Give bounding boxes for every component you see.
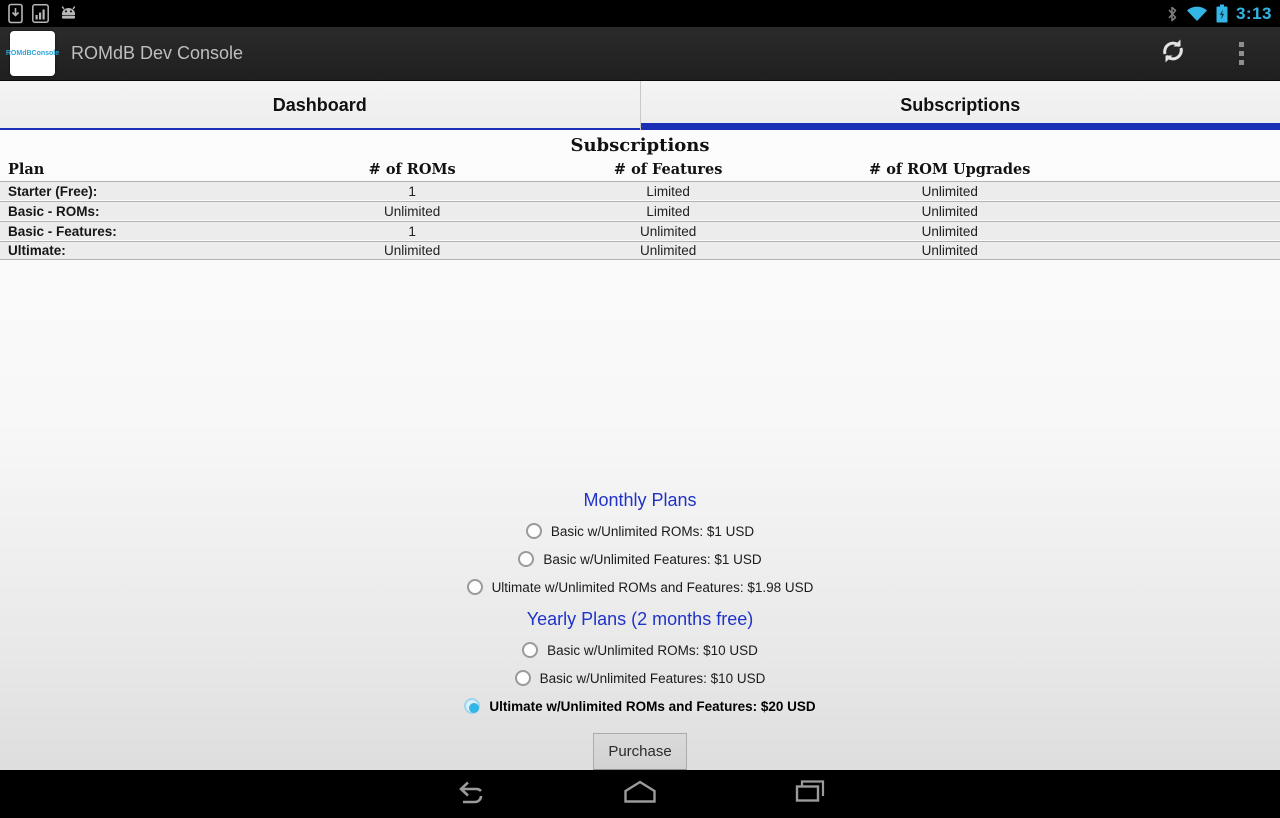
plan-features: Limited [568, 184, 768, 199]
recents-button[interactable] [725, 770, 895, 818]
radio-button-icon [522, 642, 538, 658]
col-header-roms: # of ROMs [256, 161, 568, 178]
col-header-upgrades: # of ROM Upgrades [768, 161, 1132, 178]
radio-button-icon [464, 698, 480, 714]
radio-yearly-ultimate[interactable] [464, 692, 815, 720]
refresh-icon [1158, 36, 1188, 71]
tab-bar [0, 81, 1280, 130]
plan-features: Limited [568, 204, 768, 219]
back-button[interactable] [385, 770, 555, 818]
android-robot-icon [58, 5, 79, 22]
tab-dashboard[interactable] [0, 81, 640, 130]
wifi-icon [1186, 5, 1208, 22]
plan-selection [0, 490, 1280, 770]
plan-features: Unlimited [568, 224, 768, 239]
battery-charging-icon [1216, 4, 1228, 23]
radio-monthly-ultimate[interactable] [467, 573, 814, 601]
radio-button-icon [518, 551, 534, 567]
status-notification-icons [8, 4, 79, 23]
status-clock: 3:13 [1236, 4, 1272, 24]
radio-button-icon [515, 670, 531, 686]
radio-label: Basic w/Unlimited ROMs: $10 USD [547, 643, 758, 658]
navigation-bar [0, 770, 1280, 818]
radio-button-icon [526, 523, 542, 539]
app-launcher-icon [10, 31, 55, 76]
table-row [0, 181, 1280, 200]
radio-monthly-basic-features[interactable] [518, 545, 761, 573]
plan-upgrades: Unlimited [768, 243, 1132, 258]
radio-label: Ultimate w/Unlimited ROMs and Features: $20 USD [489, 699, 815, 714]
bluetooth-icon [1166, 5, 1178, 23]
radio-yearly-basic-roms[interactable] [522, 636, 758, 664]
refresh-button[interactable] [1152, 33, 1194, 75]
plan-roms: 1 [256, 184, 568, 199]
yearly-plans-heading: Yearly Plans (2 months free) [527, 609, 753, 630]
col-header-features: # of Features [568, 161, 768, 178]
app-title: ROMdB Dev Console [71, 43, 243, 64]
back-icon [453, 779, 487, 810]
recents-icon [795, 779, 825, 810]
status-system-icons [1166, 4, 1272, 24]
col-header-plan: Plan [0, 161, 256, 178]
plan-roms: Unlimited [256, 243, 568, 258]
radio-label: Basic w/Unlimited Features: $1 USD [543, 552, 761, 567]
plan-upgrades: Unlimited [768, 204, 1132, 219]
radio-monthly-basic-roms[interactable] [526, 517, 754, 545]
plan-upgrades: Unlimited [768, 184, 1132, 199]
usb-debug-phone-icon [8, 4, 23, 23]
tab-subscriptions-label: Subscriptions [900, 95, 1020, 116]
monthly-plans-heading: Monthly Plans [583, 490, 696, 511]
radio-label: Ultimate w/Unlimited ROMs and Features: $1.98 USD [492, 580, 814, 595]
tab-dashboard-label: Dashboard [273, 95, 367, 116]
radio-label: Basic w/Unlimited Features: $10 USD [540, 671, 766, 686]
purchase-button[interactable]: Purchase [593, 733, 686, 770]
plan-name: Ultimate: [0, 243, 256, 258]
table-row [0, 221, 1280, 240]
plans-table [0, 159, 1280, 260]
plans-table-header [0, 159, 1280, 180]
plan-name: Basic - ROMs: [0, 204, 256, 219]
radio-label: Basic w/Unlimited ROMs: $1 USD [551, 524, 754, 539]
signal-report-icon [32, 4, 49, 23]
plan-roms: 1 [256, 224, 568, 239]
table-row [0, 241, 1280, 260]
plan-upgrades: Unlimited [768, 224, 1132, 239]
plan-features: Unlimited [568, 243, 768, 258]
status-bar [0, 0, 1280, 27]
plan-name: Starter (Free): [0, 184, 256, 199]
radio-button-icon [467, 579, 483, 595]
subscriptions-page [0, 130, 1280, 770]
radio-yearly-basic-features[interactable] [515, 664, 766, 692]
plan-roms: Unlimited [256, 204, 568, 219]
home-icon [623, 780, 657, 809]
table-row [0, 201, 1280, 220]
app-icon-label: ROMdBConsole [6, 50, 59, 57]
overflow-menu-button[interactable] [1220, 33, 1262, 75]
home-button[interactable] [555, 770, 725, 818]
overflow-menu-icon [1239, 42, 1244, 65]
action-bar [0, 27, 1280, 81]
plan-name: Basic - Features: [0, 224, 256, 239]
page-title: Subscriptions [0, 135, 1280, 156]
tab-subscriptions[interactable] [640, 81, 1280, 130]
